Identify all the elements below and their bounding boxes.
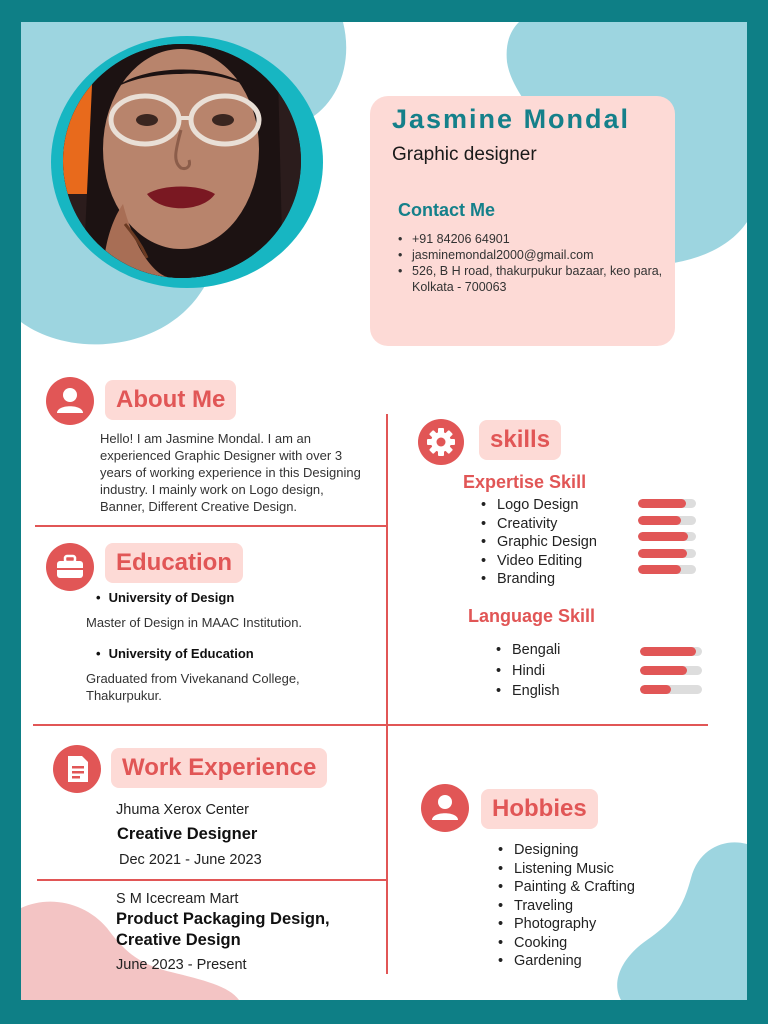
skill-level-fill [640, 647, 696, 656]
language-title: Language Skill [468, 606, 596, 626]
job-dates-1: Dec 2021 - June 2023 [119, 852, 262, 868]
hobby-item: • Traveling [498, 897, 635, 916]
document-icon [53, 745, 101, 793]
job-title-1: Creative Designer [117, 825, 258, 843]
hobby-item: • Gardening [498, 952, 635, 971]
skill-level-fill [640, 685, 671, 694]
resume-page [21, 22, 747, 1000]
contact-address: • 526, B H road, thakurpukur bazaar, keo para, Kolkata - 700063 [398, 263, 668, 295]
job-title-2-line-2: Creative Design [116, 931, 241, 949]
skill-level-fill [638, 516, 681, 525]
briefcase-icon [46, 543, 94, 591]
skill-level-bar [638, 549, 696, 558]
language-item: • English [496, 681, 560, 702]
skill-level-fill [638, 532, 688, 541]
skill-level-fill [638, 565, 681, 574]
hobby-item: • Designing [498, 841, 635, 860]
hobbies-list [498, 841, 635, 971]
skill-level-bar [638, 499, 696, 508]
hobby-item: • Listening Music [498, 860, 635, 879]
hobby-item: • Cooking [498, 934, 635, 953]
divider-middle [33, 724, 708, 726]
contact-title: Contact Me [398, 200, 496, 220]
skill-level-fill [638, 499, 686, 508]
center-divider [386, 414, 388, 974]
user-icon [421, 784, 469, 832]
expertise-item: • Logo Design [481, 496, 597, 515]
skill-level-bar [638, 516, 696, 525]
hobbies-title: Hobbies [492, 795, 587, 822]
expertise-bars [638, 499, 696, 582]
education-school-1: • University of Design [96, 590, 234, 605]
language-list [496, 640, 560, 702]
skill-level-bar [640, 647, 702, 656]
job-company-2: S M Icecream Mart [116, 891, 239, 907]
expertise-item: • Creativity [481, 515, 597, 534]
job-company-1: Jhuma Xerox Center [116, 802, 249, 818]
profile-photo [63, 44, 301, 278]
education-detail-2: Graduated from Vivekanand College, Thakurpukur. [86, 671, 300, 703]
skill-level-bar [638, 532, 696, 541]
education-pill [105, 543, 243, 583]
hobby-item: • Painting & Crafting [498, 878, 635, 897]
contact-list [398, 231, 668, 295]
skill-level-bar [640, 666, 702, 675]
expertise-title: Expertise Skill [463, 472, 587, 492]
expertise-item: • Graphic Design [481, 533, 597, 552]
skill-level-bar [638, 565, 696, 574]
expertise-list [481, 496, 597, 589]
divider-work [37, 879, 387, 881]
about-text: Hello! I am Jasmine Mondal. I am an experienced Graphic Designer with over 3 years of working experience in this Designing industry. I mainly work on Logo design, Banner, Different Creative Design. [100, 431, 361, 514]
language-bars [640, 647, 702, 704]
language-item: • Hindi [496, 661, 560, 682]
hobby-item: • Photography [498, 915, 635, 934]
education-school-2: • University of Education [96, 646, 254, 661]
gear-icon [418, 419, 464, 465]
candidate-role: Graphic designer [392, 144, 537, 165]
skill-level-fill [638, 549, 687, 558]
about-pill [105, 380, 236, 420]
divider-about [35, 525, 387, 527]
about-title: About Me [116, 386, 226, 413]
education-detail-1: Master of Design in MAAC Institution. [86, 615, 303, 630]
work-title: Work Experience [122, 754, 317, 781]
language-item: • Bengali [496, 640, 560, 661]
contact-phone: • +91 84206 64901 [398, 231, 668, 247]
work-pill [111, 748, 327, 788]
hobbies-pill [481, 789, 598, 829]
skill-level-fill [640, 666, 687, 675]
header-card [370, 96, 675, 346]
skills-title: skills [490, 426, 551, 453]
skills-pill [479, 420, 561, 460]
education-title: Education [116, 549, 233, 576]
job-title-2-line-1: Product Packaging Design, [116, 910, 330, 928]
skill-level-bar [640, 685, 702, 694]
candidate-name: Jasmine Mondal [392, 104, 631, 134]
expertise-item: • Branding [481, 570, 597, 589]
job-dates-2: June 2023 - Present [116, 957, 247, 973]
user-icon [46, 377, 94, 425]
expertise-item: • Video Editing [481, 552, 597, 571]
contact-email: • jasminemondal2000@gmail.com [398, 247, 668, 263]
